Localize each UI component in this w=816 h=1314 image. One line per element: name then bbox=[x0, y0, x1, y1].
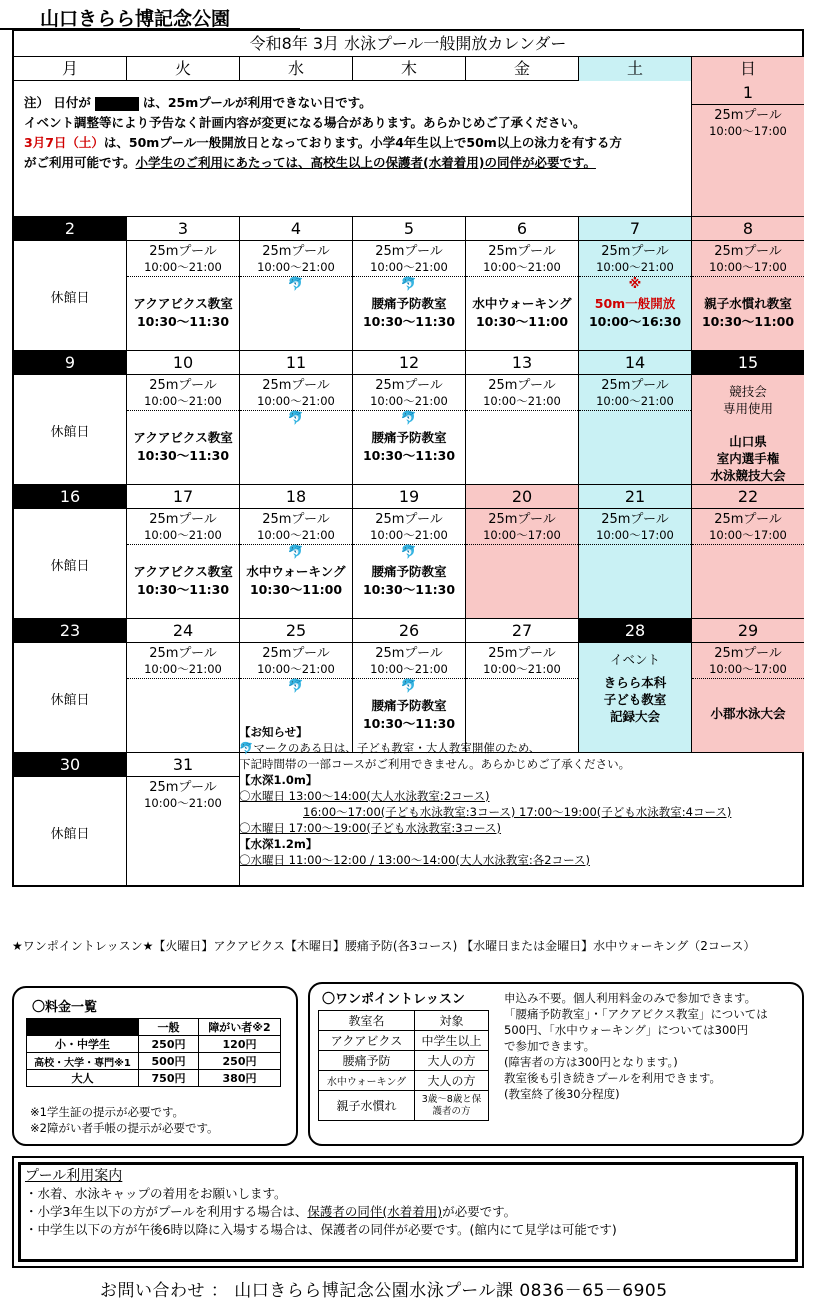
calendar-title: 令和8年 3月 水泳プール一般開放カレンダー bbox=[14, 31, 802, 57]
event-line: 室内選手権 bbox=[716, 451, 780, 466]
day-number: 31 bbox=[127, 753, 239, 777]
pool-label: 25mプール bbox=[262, 646, 330, 661]
day-number: 1 bbox=[692, 81, 804, 105]
day-number: 24 bbox=[127, 619, 239, 643]
pool-label: 25mプール bbox=[714, 244, 782, 259]
pool-hours: 10:00～17:00 bbox=[579, 528, 691, 545]
lesson-summary: ★ワンポイントレッスン★【火曜日】アクアビクス【木曜日】腰痛予防(各3コース) 【水曜日または金曜日】水中ウォーキング（2コース） bbox=[12, 939, 756, 953]
pool-hours: 10:00～21:00 bbox=[353, 528, 465, 545]
weekday-header bbox=[14, 57, 802, 81]
dow-sat: 土 bbox=[579, 57, 692, 81]
pool-label: 25mプール bbox=[149, 780, 217, 795]
day-cell-3 bbox=[127, 217, 240, 351]
pool-label: 25mプール bbox=[488, 378, 556, 393]
day-cell-21 bbox=[579, 485, 692, 619]
class-name: 腰痛予防教室 bbox=[371, 296, 447, 311]
day-cell-14 bbox=[579, 351, 692, 485]
fee-general: 750円 bbox=[139, 1070, 199, 1087]
description-line: で参加できます。 bbox=[504, 1039, 596, 1053]
class-target: 大人の方 bbox=[415, 1071, 489, 1091]
schedule-line: 〇木曜日 17:00～19:00(子ども水泳教室:3コース) bbox=[239, 821, 502, 835]
day-number: 23 bbox=[14, 619, 126, 643]
day-cell-15 bbox=[692, 351, 804, 485]
dow-fri: 金 bbox=[466, 57, 579, 81]
day-cell-16 bbox=[14, 485, 127, 619]
table-row bbox=[319, 1091, 489, 1121]
day-cell-8 bbox=[692, 217, 804, 351]
day-number: 29 bbox=[692, 619, 804, 643]
schedule-line: 〇水曜日 11:00～12:00 / 13:00～14:00(大人水泳教室:各2コース) bbox=[239, 853, 590, 867]
dolphin-icon: 🐬 bbox=[287, 545, 305, 560]
fee-category: 高校・大学・専門※1 bbox=[27, 1053, 139, 1070]
day-number: 7 bbox=[579, 217, 691, 241]
day-cell-23 bbox=[14, 619, 127, 753]
dow-wed: 水 bbox=[240, 57, 353, 81]
dolphin-icon: 🐬 bbox=[239, 741, 254, 755]
day-number: 22 bbox=[692, 485, 804, 509]
notice-line1-pre: 注） 日付が bbox=[24, 95, 91, 110]
pool-label: 25mプール bbox=[149, 512, 217, 527]
class-time: 10:30～11:30 bbox=[362, 314, 456, 329]
guide-line: ・小学3年生以下の方がプールを利用する場合は、 bbox=[25, 1204, 308, 1219]
day-cell-6 bbox=[466, 217, 579, 351]
class-name: 水中ウォーキング bbox=[246, 564, 346, 579]
fee-general: 250円 bbox=[139, 1036, 199, 1053]
schedule-line: 16:00～17:00(子ども水泳教室:3コース) 17:00～19:00(子ども水泳教室:4コース) bbox=[303, 805, 732, 819]
event-line: 記録大会 bbox=[609, 709, 660, 724]
class-name: アクアビクス教室 bbox=[133, 296, 233, 311]
day-number: 15 bbox=[692, 351, 804, 375]
pool-label: 25mプール bbox=[149, 244, 217, 259]
fee-header: 一般 bbox=[139, 1019, 199, 1036]
day-cell-4 bbox=[240, 217, 353, 351]
dolphin-icon: 🐬 bbox=[287, 277, 305, 292]
pool-label: 25mプール bbox=[714, 108, 782, 123]
table-row bbox=[319, 1031, 489, 1051]
dolphin-icon: 🐬 bbox=[400, 411, 418, 426]
day-number: 30 bbox=[14, 753, 126, 777]
day-number: 9 bbox=[14, 351, 126, 375]
dolphin-icon: 🐬 bbox=[287, 411, 305, 426]
closed-label: 休館日 bbox=[50, 693, 90, 708]
fee-title: 〇料金一覧 bbox=[32, 1000, 98, 1015]
class-name: アクアビクス教室 bbox=[133, 430, 233, 445]
day-number: 16 bbox=[14, 485, 126, 509]
day-cell-24 bbox=[127, 619, 240, 753]
dolphin-icon: 🐬 bbox=[400, 679, 418, 694]
fee-table bbox=[26, 1018, 281, 1087]
pool-label: 25mプール bbox=[262, 512, 330, 527]
closed-label: 休館日 bbox=[50, 291, 90, 306]
guide-underline: 保護者の同伴(水着着用) bbox=[307, 1204, 443, 1219]
day-number: 6 bbox=[466, 217, 578, 241]
pool-label: 25mプール bbox=[375, 646, 443, 661]
dolphin-icon: 🐬 bbox=[400, 545, 418, 560]
class-target: 中学生以上 bbox=[415, 1031, 489, 1051]
fee-note: ※1学生証の提示が必要です。 bbox=[30, 1105, 185, 1119]
fee-disabled: 120円 bbox=[199, 1036, 281, 1053]
fee-header: 障がい者※2 bbox=[199, 1019, 281, 1036]
pool-label: 25mプール bbox=[601, 512, 669, 527]
onepoint-title: 〇ワンポイントレッスン bbox=[322, 992, 465, 1007]
table-row bbox=[27, 1070, 281, 1087]
pool-label: 25mプール bbox=[488, 646, 556, 661]
onepoint-table bbox=[318, 1010, 489, 1121]
pool-label: 25mプール bbox=[488, 512, 556, 527]
day-number: 17 bbox=[127, 485, 239, 509]
class-name: 腰痛予防教室 bbox=[371, 698, 447, 713]
dolphin-icon: 🐬 bbox=[287, 679, 305, 694]
day-number: 28 bbox=[579, 619, 691, 643]
class-time: 10:30～11:00 bbox=[475, 314, 569, 329]
day-number: 26 bbox=[353, 619, 465, 643]
pool-hours: 10:00～17:00 bbox=[709, 124, 787, 138]
class-target: 大人の方 bbox=[415, 1051, 489, 1071]
day-number: 3 bbox=[127, 217, 239, 241]
pool-hours: 10:00～21:00 bbox=[240, 260, 352, 277]
day-number: 10 bbox=[127, 351, 239, 375]
pool-label: 25mプール bbox=[149, 646, 217, 661]
dolphin-icon: 🐬 bbox=[400, 277, 418, 292]
special-event: 50m一般開放 bbox=[594, 296, 676, 311]
closed-label: 休館日 bbox=[50, 827, 90, 842]
description-line: (障害者の方は300円となります。) bbox=[504, 1055, 678, 1069]
day-cell-13 bbox=[466, 351, 579, 485]
pool-hours: 10:00～17:00 bbox=[692, 260, 804, 277]
day-number: 12 bbox=[353, 351, 465, 375]
table-row bbox=[27, 1036, 281, 1053]
notice-line1-post: は、25mプールが利用できない日です。 bbox=[142, 95, 372, 110]
class-name: 親子水慣れ bbox=[319, 1091, 415, 1121]
class-name: 水中ウォーキング bbox=[319, 1071, 415, 1091]
fee-category: 小・中学生 bbox=[27, 1036, 139, 1053]
fee-general: 500円 bbox=[139, 1053, 199, 1070]
pool-hours: 10:00～21:00 bbox=[353, 260, 465, 277]
day-number: 19 bbox=[353, 485, 465, 509]
class-time: 10:30～11:30 bbox=[362, 582, 456, 597]
notice-line4-pre: がご利用可能です。 bbox=[24, 155, 136, 170]
fee-panel bbox=[12, 986, 298, 1146]
day-cell-17 bbox=[127, 485, 240, 619]
pool-hours: 10:00～21:00 bbox=[127, 662, 239, 679]
description-line: 500円、「水中ウォーキング」については300円 bbox=[504, 1023, 749, 1037]
class-name: アクアビクス教室 bbox=[133, 564, 233, 579]
event-line: 競技会 bbox=[729, 384, 767, 399]
day-number: 11 bbox=[240, 351, 352, 375]
pool-hours: 10:00～21:00 bbox=[144, 796, 222, 810]
pool-label: 25mプール bbox=[375, 512, 443, 527]
day-number: 13 bbox=[466, 351, 578, 375]
class-time: 10:30～11:30 bbox=[362, 716, 456, 731]
pool-hours: 10:00～21:00 bbox=[579, 394, 691, 411]
dow-mon: 月 bbox=[14, 57, 127, 81]
notice-line3: は、50mプール一般開放日となっております。小学4年生以上で50m以上の泳力を有する方 bbox=[103, 135, 622, 150]
day-number: 8 bbox=[692, 217, 804, 241]
day-cell-5 bbox=[353, 217, 466, 351]
description-line: (教室終了後30分程度) bbox=[504, 1087, 620, 1101]
pool-hours: 10:00～21:00 bbox=[466, 260, 578, 277]
event-line: イベント bbox=[609, 652, 660, 667]
class-name: 親子水慣れ教室 bbox=[704, 296, 792, 311]
pool-hours: 10:00～21:00 bbox=[353, 394, 465, 411]
event-time: 10:00～16:30 bbox=[588, 314, 682, 329]
day-number: 27 bbox=[466, 619, 578, 643]
pool-label: 25mプール bbox=[262, 378, 330, 393]
day-cell-7 bbox=[579, 217, 692, 351]
day-cell-9 bbox=[14, 351, 127, 485]
description-line: 教室後も引き続きプールを利用できます。 bbox=[504, 1071, 722, 1085]
guide-line: ・水着、水泳キャップの着用をお願いします。 bbox=[25, 1186, 287, 1201]
day-number: 20 bbox=[466, 485, 578, 509]
dow-sun: 日 bbox=[692, 57, 804, 81]
pool-label: 25mプール bbox=[714, 512, 782, 527]
day-number: 21 bbox=[579, 485, 691, 509]
pool-label: 25mプール bbox=[262, 244, 330, 259]
day-number: 5 bbox=[353, 217, 465, 241]
class-time: 10:30～11:00 bbox=[249, 582, 343, 597]
table-row bbox=[319, 1051, 489, 1071]
day-cell-22 bbox=[692, 485, 804, 619]
pool-hours: 10:00～17:00 bbox=[692, 528, 804, 545]
class-name: 腰痛予防 bbox=[319, 1051, 415, 1071]
day-number: 4 bbox=[240, 217, 352, 241]
notice-line2: イベント調整等により予告なく計画内容が変更になる場合があります。あらかじめご了承ください。 bbox=[24, 115, 586, 130]
class-name: アクアビクス bbox=[319, 1031, 415, 1051]
pool-hours: 10:00～21:00 bbox=[466, 394, 578, 411]
fee-note: ※2障がい者手帳の提示が必要です。 bbox=[30, 1121, 219, 1135]
contact-info: お問い合わせ ： 山口きらら博記念公園水泳プール課 0836－65－6905 bbox=[100, 1281, 668, 1301]
onepoint-header: 対象 bbox=[415, 1011, 489, 1031]
facility-name: 山口きらら博記念公園 bbox=[40, 8, 231, 30]
depth-heading: 【水深1.2m】 bbox=[239, 837, 318, 851]
pool-hours: 10:00～17:00 bbox=[466, 528, 578, 545]
pool-label: 25mプール bbox=[375, 378, 443, 393]
class-target: 3歳～8歳と保護者の方 bbox=[415, 1091, 489, 1121]
depth-heading: 【水深1.0m】 bbox=[239, 773, 318, 787]
fee-disabled: 380円 bbox=[199, 1070, 281, 1087]
pool-label: 25mプール bbox=[714, 646, 782, 661]
notice-section bbox=[239, 724, 799, 868]
dow-thu: 木 bbox=[353, 57, 466, 81]
day-cell-31 bbox=[127, 753, 240, 887]
day-cell-18 bbox=[240, 485, 353, 619]
dow-tue: 火 bbox=[127, 57, 240, 81]
table-row bbox=[27, 1053, 281, 1070]
pool-label: 25mプール bbox=[149, 378, 217, 393]
closed-label: 休館日 bbox=[50, 425, 90, 440]
event-line: きらら本科 bbox=[603, 675, 667, 690]
class-time: 10:30～11:00 bbox=[701, 314, 795, 329]
pool-hours: 10:00～21:00 bbox=[466, 662, 578, 679]
pool-hours: 10:00～21:00 bbox=[353, 662, 465, 679]
pool-label: 25mプール bbox=[601, 244, 669, 259]
day-number: 18 bbox=[240, 485, 352, 509]
day-cell-2 bbox=[14, 217, 127, 351]
class-time: 10:30～11:30 bbox=[136, 582, 230, 597]
event-line: 水泳競技大会 bbox=[710, 468, 786, 483]
notice-text: 下記時間帯の一部コースがご利用できません。あらかじめご了承ください。 bbox=[239, 757, 631, 771]
pool-hours: 10:00～21:00 bbox=[127, 394, 239, 411]
note-mark: ※ bbox=[628, 277, 642, 292]
class-time: 10:30～11:30 bbox=[136, 448, 230, 463]
onepoint-header: 教室名 bbox=[319, 1011, 415, 1031]
closed-marker-swatch bbox=[95, 97, 139, 111]
pool-hours: 10:00～17:00 bbox=[692, 662, 804, 679]
pool-hours: 10:00～21:00 bbox=[127, 528, 239, 545]
day-cell-10 bbox=[127, 351, 240, 485]
day-cell-1 bbox=[692, 81, 804, 217]
day-number: 14 bbox=[579, 351, 691, 375]
fee-disabled: 250円 bbox=[199, 1053, 281, 1070]
pool-hours: 10:00～21:00 bbox=[579, 260, 691, 277]
calendar-notice bbox=[14, 81, 692, 217]
day-cell-20 bbox=[466, 485, 579, 619]
class-name: 水中ウォーキング bbox=[472, 296, 572, 311]
day-number: 2 bbox=[14, 217, 126, 241]
guide-line: ・中学生以下の方が午後6時以降に入場する場合は、保護者の同伴が必要です。(館内にて見学は可能です) bbox=[25, 1222, 617, 1237]
onepoint-description bbox=[504, 990, 794, 1102]
class-time: 10:30～11:30 bbox=[362, 448, 456, 463]
table-row bbox=[319, 1071, 489, 1091]
day-cell-12 bbox=[353, 351, 466, 485]
event-line: 山口県 bbox=[729, 434, 767, 449]
notice-text: マークのある日は、子ども教室・大人教室開催のため、 bbox=[253, 741, 541, 755]
special-event: 小郡水泳大会 bbox=[710, 706, 786, 721]
notice-title: 【お知らせ】 bbox=[239, 725, 308, 739]
pool-label: 25mプール bbox=[488, 244, 556, 259]
closed-label: 休館日 bbox=[50, 559, 90, 574]
pool-hours: 10:00～21:00 bbox=[240, 394, 352, 411]
day-number: 25 bbox=[240, 619, 352, 643]
schedule-line: 〇水曜日 13:00～14:00(大人水泳教室:2コース) bbox=[239, 789, 490, 803]
class-time: 10:30～11:30 bbox=[136, 314, 230, 329]
description-line: 申込み不要。個人利用料金のみで参加できます。 bbox=[504, 991, 757, 1005]
fee-category: 大人 bbox=[27, 1070, 139, 1087]
pool-hours: 10:00～21:00 bbox=[127, 260, 239, 277]
day-cell-19 bbox=[353, 485, 466, 619]
event-line: 専用使用 bbox=[722, 401, 773, 416]
guide-line: が必要です。 bbox=[442, 1204, 517, 1219]
class-name: 腰痛予防教室 bbox=[371, 430, 447, 445]
day-cell-11 bbox=[240, 351, 353, 485]
pool-label: 25mプール bbox=[601, 378, 669, 393]
onepoint-panel bbox=[308, 982, 804, 1146]
event-line: 子ども教室 bbox=[603, 692, 667, 707]
pool-label: 25mプール bbox=[375, 244, 443, 259]
notice-line4-underline: 小学生のご利用にあたっては、高校生以上の保護者(水着着用)の同伴が必要です。 bbox=[135, 155, 596, 170]
class-name: 腰痛予防教室 bbox=[371, 564, 447, 579]
description-line: 「腰痛予防教室」・「アクアビクス教室」については bbox=[504, 1007, 768, 1021]
pool-guide bbox=[12, 1156, 804, 1268]
guide-title: プール利用案内 bbox=[25, 1168, 123, 1184]
pool-hours: 10:00～21:00 bbox=[240, 528, 352, 545]
notice-date: 3月7日（土） bbox=[24, 135, 104, 150]
pool-hours: 10:00～21:00 bbox=[240, 662, 352, 679]
day-cell-30 bbox=[14, 753, 127, 887]
